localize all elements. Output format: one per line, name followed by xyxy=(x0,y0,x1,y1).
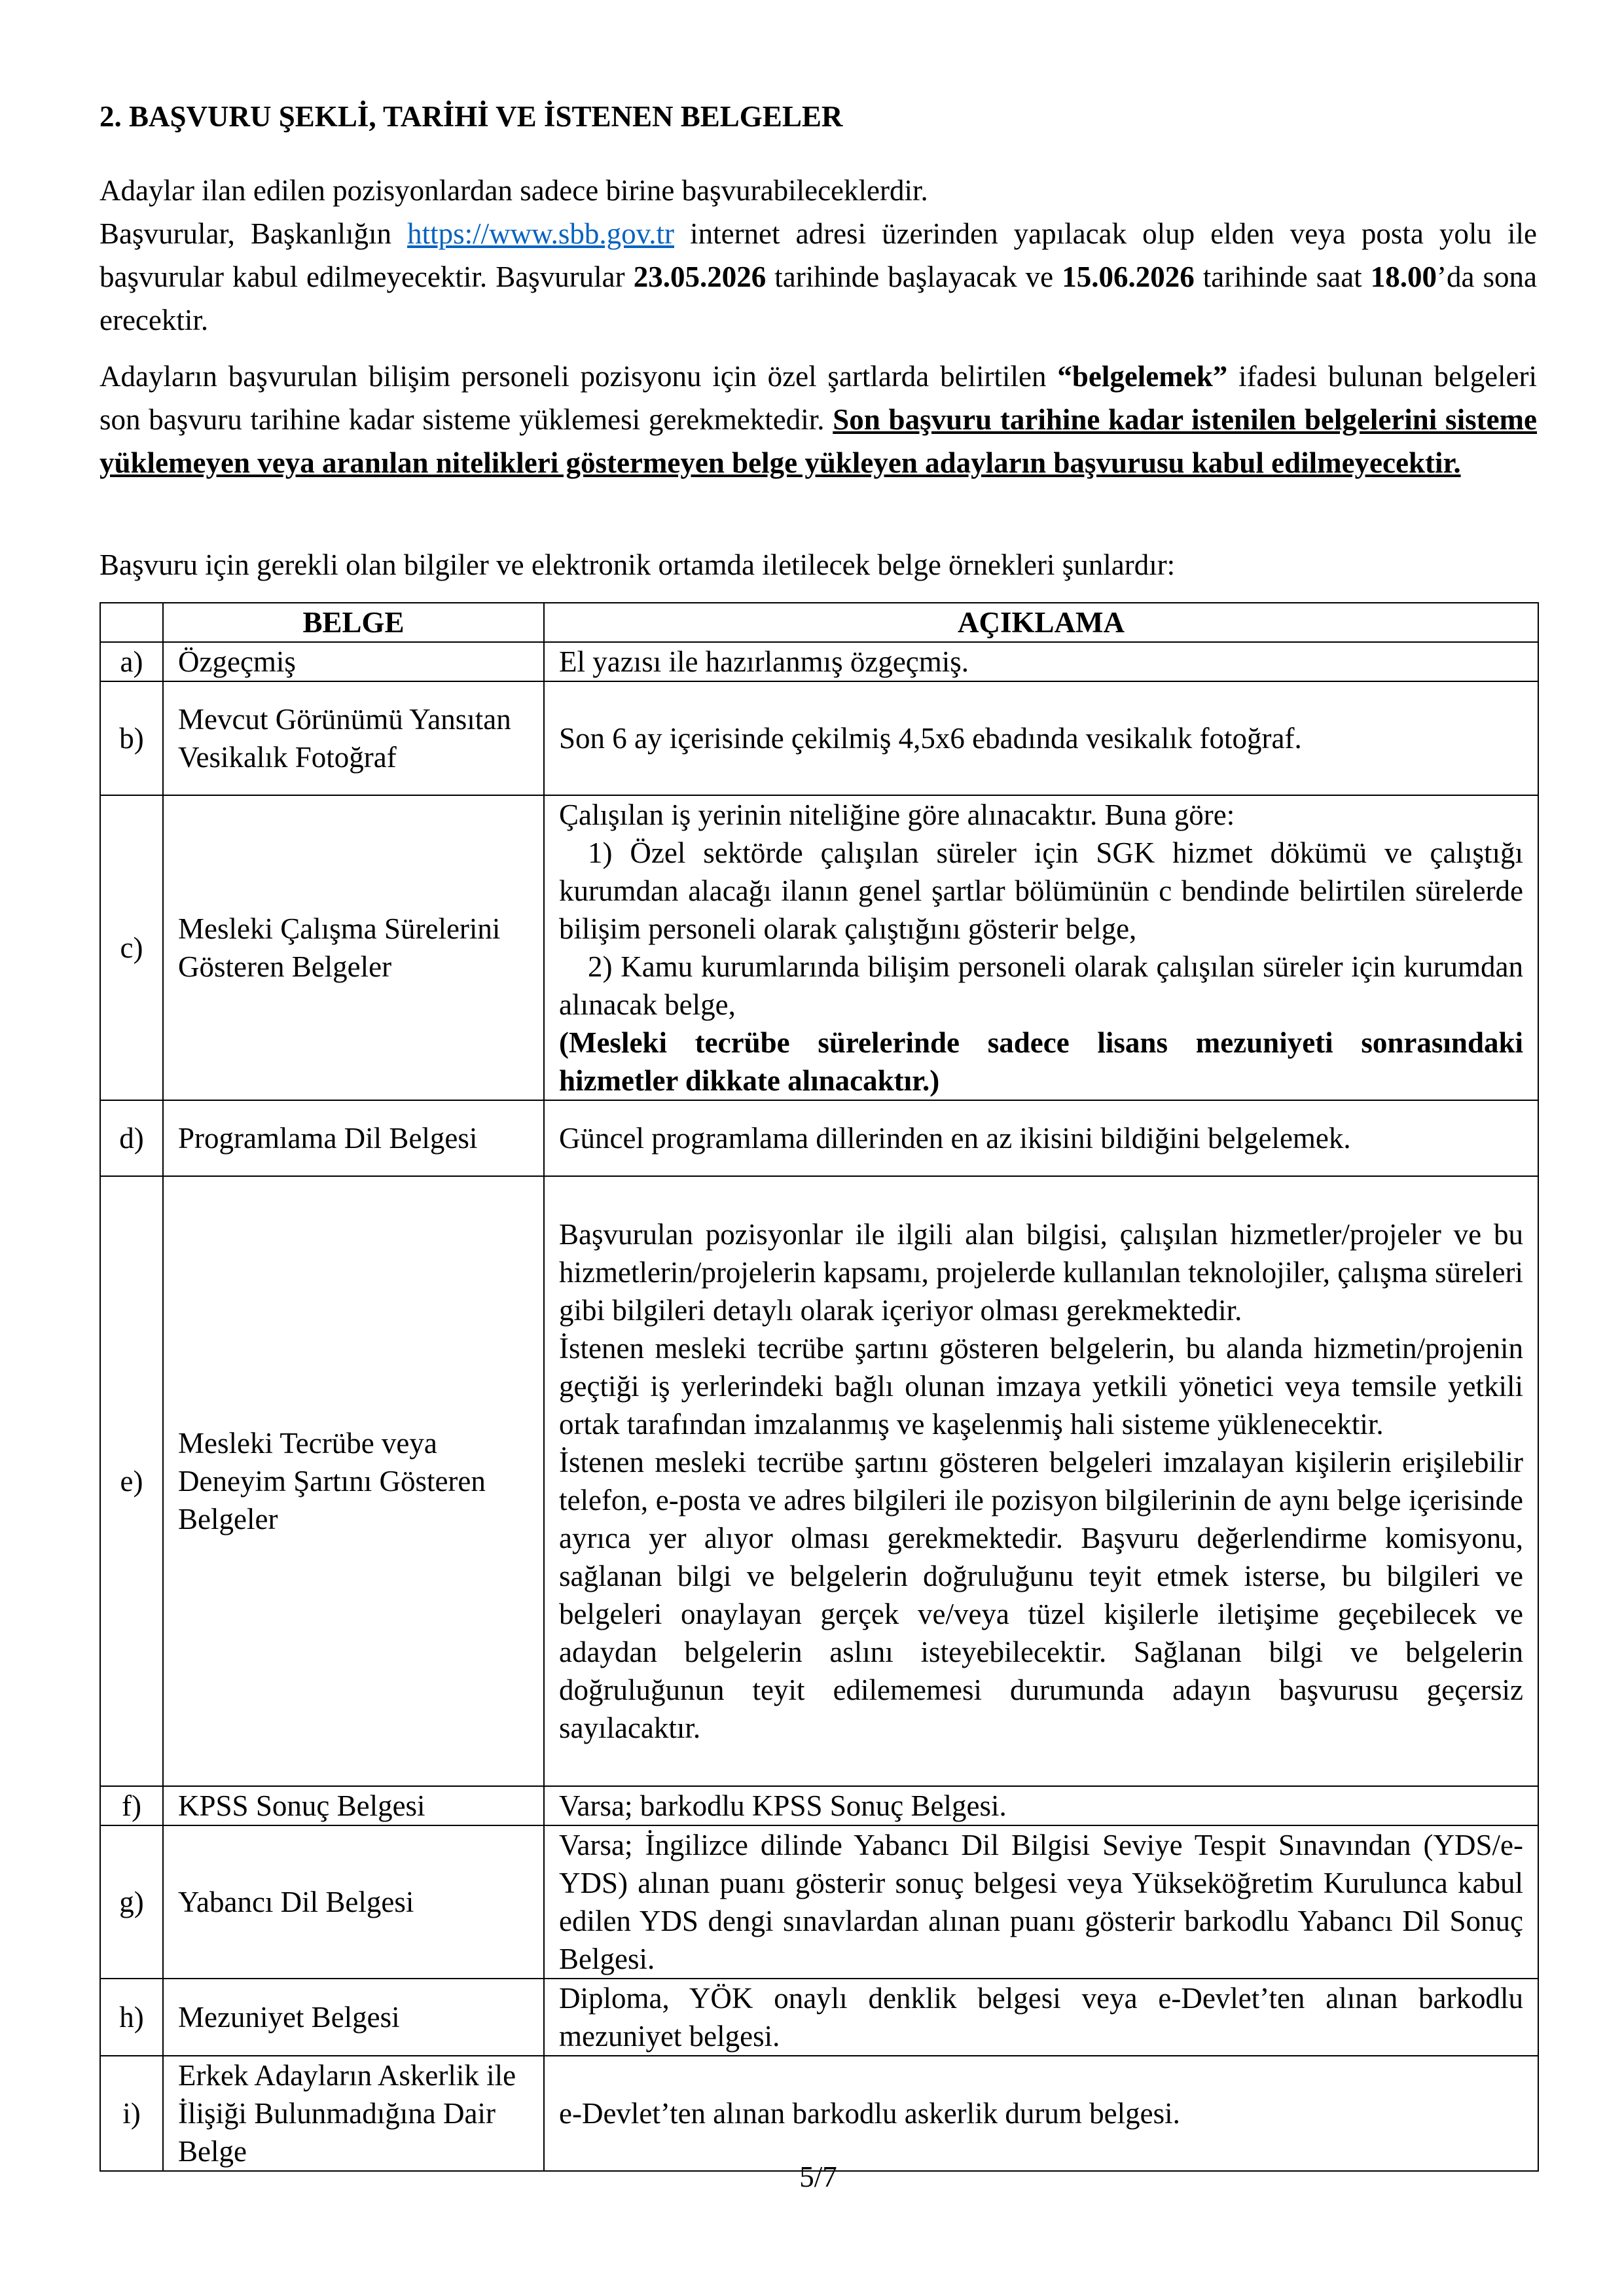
row-letter: c) xyxy=(100,795,163,1100)
end-time: 18.00 xyxy=(1370,260,1437,293)
aciklama-item-1: 1) Özel sektörde çalışılan süreler için SGK hizmet dökümü ve çalıştığı kurumdan alacağı ilanın genel şartlar bölümünün c bendinde belirtilen sürelerde bilişim personeli olarak çalıştığını gösterir belge, xyxy=(559,836,1523,945)
row-aciklama: El yazısı ile hazırlanmış özgeçmiş. xyxy=(544,642,1538,681)
row-aciklama xyxy=(544,795,1538,1100)
header-empty xyxy=(100,603,163,642)
intro-line-1: Adaylar ilan edilen pozisyonlardan sadece birine başvurabileceklerdir. xyxy=(99,174,928,207)
row-letter: e) xyxy=(100,1176,163,1786)
row-belge: Mesleki Tecrübe veya Deneyim Şartını Gösteren Belgeler xyxy=(163,1176,544,1786)
table-row xyxy=(100,642,1538,681)
row-letter: g) xyxy=(100,1825,163,1979)
sbb-website-link[interactable]: https://www.sbb.gov.tr xyxy=(407,217,674,250)
header-belge: BELGE xyxy=(163,603,544,642)
aciklama-paragraph-2: İstenen mesleki tecrübe şartını gösteren belgelerin, bu alanda hizmetin/projenin geçtiği iş yerlerindeki bağlı olunan imzaya yetkili yönetici veya temsile yetkili ortak tarafından imzalanmış ve kaşelenmiş hali sisteme yüklenecektir. xyxy=(559,1332,1523,1441)
row-aciklama: Diploma, YÖK onaylı denklik belgesi veya e-Devlet’ten alınan barkodlu mezuniyet belgesi. xyxy=(544,1979,1538,2056)
row-aciklama: e-Devlet’ten alınan barkodlu askerlik durum belgesi. xyxy=(544,2056,1538,2171)
table-row xyxy=(100,1979,1538,2056)
table-row xyxy=(100,2056,1538,2171)
start-date: 23.05.2026 xyxy=(633,260,767,293)
table-row xyxy=(100,681,1538,795)
end-date: 15.06.2026 xyxy=(1062,260,1195,293)
header-aciklama: AÇIKLAMA xyxy=(544,603,1538,642)
row-belge: Erkek Adayların Askerlik ile İlişiği Bulunmadığına Dair Belge xyxy=(163,2056,544,2171)
aciklama-paragraph-3: İstenen mesleki tecrübe şartını gösteren belgeleri imzalayan kişilerin erişilebilir telefon, e-posta ve adres bilgileri ile pozisyon bilgilerinin de aynı belge içerisinde ayrıca yer alıyor olması gerekmektedir. Başvuru değerlendirme komisyonu, sağlanan bilgi ve belgelerin doğruluğunu teyit etmek isterse, bu bilgileri ve belgeleri onaylayan gerçek ve/veya tüzel kişilerle iletişime geçebilecek ve adaydan belgelerin aslını isteyebilecektir. Sağlanan bilgi ve belgelerin doğruluğunun teyit edilememesi durumunda adayın başvurusu geçersiz sayılacaktır. xyxy=(559,1446,1523,1744)
table-row xyxy=(100,795,1538,1100)
row-aciklama: Son 6 ay içerisinde çekilmiş 4,5x6 ebadında vesikalık fotoğraf. xyxy=(544,681,1538,795)
table-intro: Başvuru için gerekli olan bilgiler ve elektronik ortamda iletilecek belge örnekleri şunlardır: xyxy=(99,548,1176,581)
table-header-row xyxy=(100,603,1538,642)
aciklama-note: (Mesleki tecrübe sürelerinde sadece lisans mezuniyeti sonrasındaki hizmetler dikkate alınacaktır.) xyxy=(559,1026,1523,1097)
requirement-paragraph: Adayların başvurulan bilişim personeli pozisyonu için özel şartlarda belirtilen “belgelemek” ifadesi bulunan belgeleri son başvuru tarihine kadar sisteme yüklemesi gerekmektedir. Son başvuru tarihine kadar istenilen belgelerini sisteme yüklemeyen veya aranılan nitelikleri göstermeyen belge yükleyen adayların başvurusu kabul edilmeyecektir. xyxy=(99,360,1538,479)
documents-table xyxy=(99,602,1539,2172)
intro-paragraph: Adaylar ilan edilen pozisyonlardan sadece birine başvurabileceklerdir. Başvurular, Başkanlığın https://www.sbb.gov.tr internet adresi üzerinden yapılacak olup elden veya posta yolu ile başvurular kabul edilmeyecektir. Başvurular 23.05.2026 tarihinde başlayacak ve 15.06.2026 tarihinde saat 18.00’da sona erecektir. xyxy=(99,174,1537,336)
row-belge: Mevcut Görünümü Yansıtan Vesikalık Fotoğraf xyxy=(163,681,544,795)
row-letter: a) xyxy=(100,642,163,681)
row-aciklama: Varsa; barkodlu KPSS Sonuç Belgesi. xyxy=(544,1786,1538,1825)
section-title: 2. BAŞVURU ŞEKLİ, TARİHİ VE İSTENEN BELGELER xyxy=(99,100,843,133)
row-letter: d) xyxy=(100,1100,163,1176)
table-row xyxy=(100,1825,1538,1979)
row-belge: Özgeçmiş xyxy=(163,642,544,681)
row-belge: Programlama Dil Belgesi xyxy=(163,1100,544,1176)
aciklama-intro: Çalışılan iş yerinin niteliğine göre alınacaktır. Buna göre: xyxy=(559,798,1235,831)
row-aciklama: Güncel programlama dillerinden en az ikisini bildiğini belgelemek. xyxy=(544,1100,1538,1176)
row-aciklama: Varsa; İngilizce dilinde Yabancı Dil Bilgisi Seviye Tespit Sınavından (YDS/e-YDS) alınan puanı gösterir sonuç belgesi veya Yükseköğretim Kurulunca kabul edilen YDS dengi sınavlardan alınan puanı gösterir barkodlu Yabancı Dil Sonuç Belgesi. xyxy=(544,1825,1538,1979)
aciklama-paragraph-1: Başvurulan pozisyonlar ile ilgili alan bilgisi, çalışılan hizmetler/projeler ve bu hizmetlerin/projelerin kapsamı, projelerde kullanılan teknolojiler, çalışma süreleri gibi bilgileri detaylı olarak içeriyor olması gerekmektedir. xyxy=(559,1218,1523,1327)
aciklama-item-2: 2) Kamu kurumlarında bilişim personeli olarak çalışılan süreler için kurumdan alınacak belge, xyxy=(559,950,1523,1021)
row-letter: b) xyxy=(100,681,163,795)
row-letter: i) xyxy=(100,2056,163,2171)
row-letter: f) xyxy=(100,1786,163,1825)
page-number: 5/7 xyxy=(799,2161,837,2193)
table-row xyxy=(100,1176,1538,1786)
warning-notice: Son başvuru tarihine kadar istenilen belgelerini sisteme yüklemeyen veya aranılan nitelikleri göstermeyen belge yükleyen adayların başvurusu kabul edilmeyecektir. xyxy=(99,403,1537,479)
table-row xyxy=(100,1100,1538,1176)
row-belge: Yabancı Dil Belgesi xyxy=(163,1825,544,1979)
row-belge: Mezuniyet Belgesi xyxy=(163,1979,544,2056)
row-belge: Mesleki Çalışma Sürelerini Gösteren Belgeler xyxy=(163,795,544,1100)
keyword-belgelemek: “belgelemek” xyxy=(1057,360,1228,393)
row-aciklama xyxy=(544,1176,1538,1786)
row-letter: h) xyxy=(100,1979,163,2056)
row-belge: KPSS Sonuç Belgesi xyxy=(163,1786,544,1825)
table-row xyxy=(100,1786,1538,1825)
